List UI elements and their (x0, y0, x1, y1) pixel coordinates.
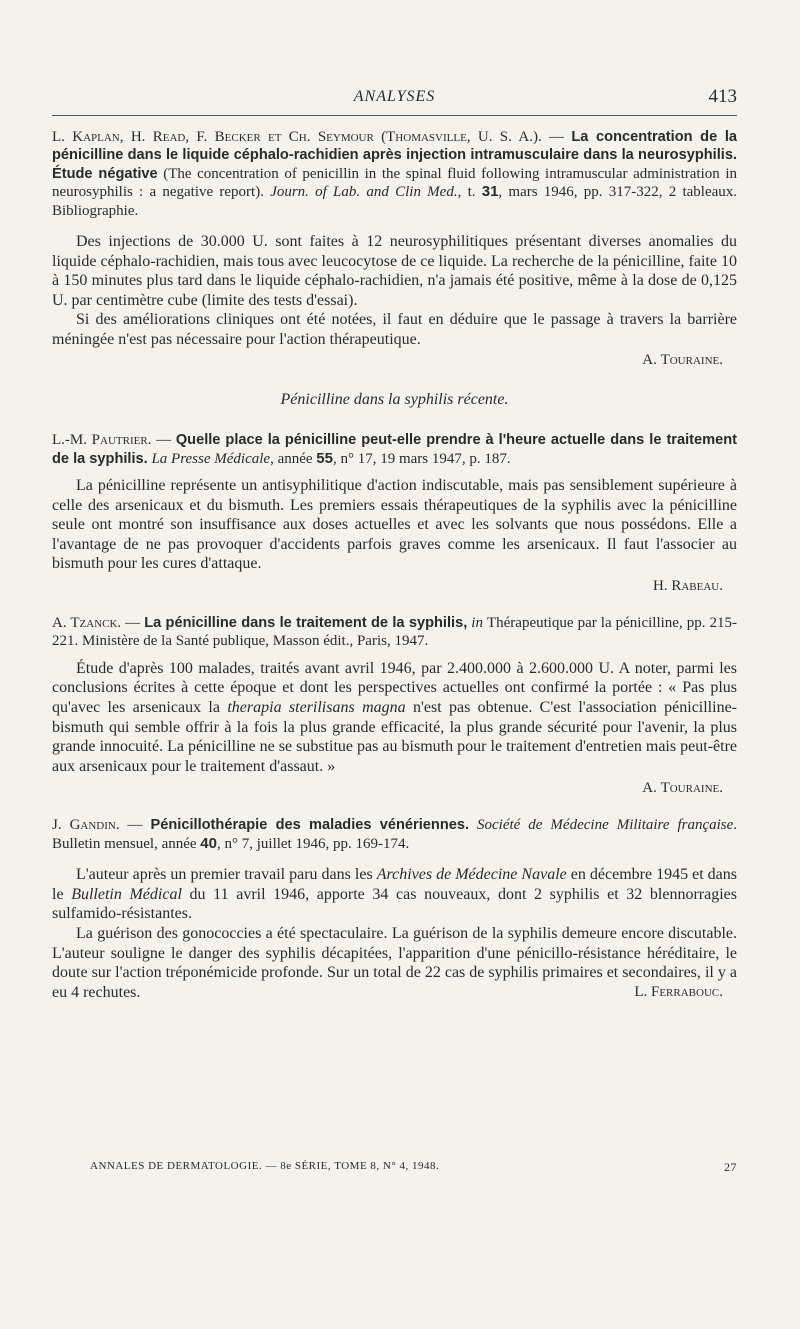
footer-text: ANNALES DE DERMATOLOGIE. — 8e SÉRIE, TOME 8, N° 4, 1948. (90, 1160, 440, 1172)
article4-journal: Société de Médecine Militaire française (477, 817, 734, 834)
article1-authors: L. Kaplan, H. Read, F. Becker et Ch. Seymour (Thomasville, U. S. A.). — (52, 129, 572, 145)
article2-journal: La Presse Médicale (151, 450, 271, 467)
article2-reference (52, 431, 737, 468)
article4-emphasis: Archives de Médecine Navale (376, 866, 567, 884)
article2-details-prefix: , année (270, 450, 317, 467)
header-title: ANALYSES (353, 88, 436, 105)
article4-title: Pénicillothérapie des maladies vénériennes. (150, 817, 470, 834)
article4-text: du 11 avril 1946, apporte 34 cas nouveaux, dont 2 syphilis et 32 blennorragies sulfamido-résistantes. (52, 885, 738, 923)
signature-initial: L. (634, 984, 651, 1001)
article4-volume: 40 (200, 834, 217, 852)
article4-signature (52, 982, 737, 1002)
article4-text: La guérison des gonococcies a été spectaculaire. La guérison de la syphilis demeure encore discutable. L'auteur souligne le danger des syphilis décapitées, l'apparition d'une pénicillo-résistance héréditaire, le doute sur l'action tréponémicide profonde. Sur un total de 22 cas de syphilis primaires et secondaires, il y a eu 4 rechutes. (52, 924, 737, 1001)
article3-text: n'est pas obtenue. C'est l'association pénicilline-bismuth qui semble offrir à la fois la plus grande efficacité, la plus grande sécurité pour l'avenir, la plus grande innocuité. La pénicilline ne se substitue pas au bismuth pour le traitement d'entretien mais peut-être aux arsenicaux pour le traitement d'assaut. » (52, 698, 737, 775)
article1-paragraph: Des injections de 30.000 U. sont faites à 12 neurosyphilitiques présentant diverses anomalies du liquide céphalo-rachidien, mais tous avec leucocytose de ce liquide. La recherche de la pénicilline, faite 10 à 150 minutes plus tard dans le liquide céphalo-rachidien, n'a jamais été positive, même à la dose de 0,125 U. par centimètre cube (limite des tests d'essai). (52, 233, 737, 309)
article2-details: , n° 17, 19 mars 1947, p. 187. (332, 450, 511, 467)
article4-paragraph (52, 865, 737, 924)
article3-title: La pénicilline dans le traitement de la syphilis, (144, 614, 468, 631)
header-rule (52, 115, 737, 116)
article3-details: Thérapeutique par la pénicilline, pp. 215-221. Ministère de la Santé publique, Masson édit., Paris, 1947. (52, 614, 737, 650)
signature-initial: A. (642, 351, 661, 368)
article1-title: La concentration de la pénicilline dans le liquide céphalo-rachidien après injection intramusculaire dans la neurosyphilis. Étude négative (52, 129, 737, 182)
article4-details-prefix: . Bulletin mensuel, année (52, 817, 738, 852)
article1-details: , mars 1946, pp. 317-322, 2 tableaux. Bibliographie. (52, 184, 738, 219)
article3-signature (52, 778, 737, 798)
article3-paragraph (52, 659, 737, 777)
article4-emphasis: Bulletin Médical (71, 885, 182, 903)
article3-authors: A. Tzanck. — (52, 614, 145, 631)
signature-name: Touraine. (660, 780, 723, 797)
article3-reference (52, 614, 737, 651)
page-footer (90, 1160, 737, 1172)
signature-name: Rabeau. (671, 577, 723, 594)
article1-signature (52, 350, 737, 370)
article1-volume: 31 (481, 183, 499, 201)
section-title: Pénicilline dans la syphilis récente. (280, 390, 509, 408)
article4-authors: J. Gandin. — (52, 817, 151, 834)
article1-original: (The concentration of penicillin in the spinal fluid following intramuscular administration in neurosyphilis : a negative report). (52, 165, 737, 201)
article1-paragraph: Si des améliorations cliniques ont été notées, il faut en déduire que le passage à travers la barrière méningée n'est pas nécessaire pour l'action thérapeutique. (52, 311, 737, 348)
article2-signature (52, 576, 737, 596)
article4-text: L'auteur après un premier travail paru dans les (76, 866, 377, 884)
article1-reference (52, 128, 737, 220)
signature-name: Touraine. (660, 351, 723, 368)
signature-initial: H. (653, 577, 672, 594)
article3-text: Étude d'après 100 malades, traités avant avril 1946, par 2.400.000 à 2.600.000 U. A noter, parmi les conclusions écrites à cette époque et dont les perspectives actuelles ont confirmé la portée : « Pas plus qu'avec les arsenicaux la (52, 659, 737, 716)
article3-emphasis: therapia sterilisans magna (227, 698, 406, 716)
article1-volume-prefix: , t. (457, 184, 482, 201)
article2-paragraph: La pénicilline représente un antisyphilitique d'action indiscutable, mais pas sensiblement supérieure à celle des arsenicaux et du bismuth. Les premiers essais thérapeutiques de la syphilis avec la pénicilline seule ont montré son insuffisance aux doses actuelles et avec les solvants que nous possédons. Elle a l'avantage de ne pas provoquer d'accidents parfois graves comme les arsenicaux. Il faut l'associer au bismuth pour les cures d'attaque. (52, 477, 737, 573)
article4-reference (52, 816, 737, 853)
article4-text: en décembre 1945 et dans le (52, 866, 738, 903)
article2-title: Quelle place la pénicilline peut-elle prendre à l'heure actuelle dans le traitement de la syphilis. (52, 432, 737, 467)
article3-in: in (467, 614, 487, 631)
footer-page-number: 27 (724, 1160, 737, 1174)
article2-authors: L.-M. Pautrier. — (52, 432, 176, 449)
content (52, 128, 737, 1002)
article2-volume: 55 (316, 449, 333, 467)
article4-details: , n° 7, juillet 1946, pp. 169-174. (216, 835, 410, 852)
running-header (52, 88, 737, 118)
signature-initial: A. (642, 780, 661, 797)
signature-name: Ferrabouc. (651, 984, 723, 1001)
page-number: 413 (708, 86, 737, 107)
article1-journal: Journ. of Lab. and Clin Med. (270, 184, 458, 201)
